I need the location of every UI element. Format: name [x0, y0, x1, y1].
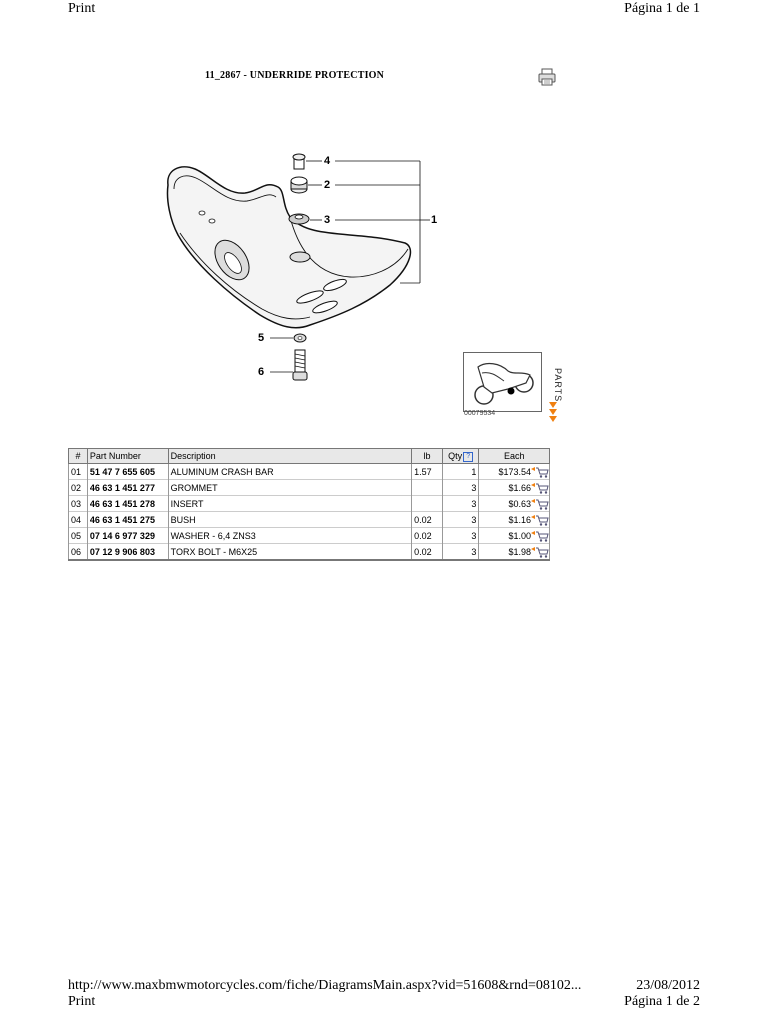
cart-icon[interactable] — [531, 482, 549, 494]
diagram-title: 11_2867 - UNDERRIDE PROTECTION — [205, 70, 385, 81]
row-each — [479, 528, 550, 544]
row-price: $1.00 — [508, 530, 531, 541]
row-price: $173.54 — [498, 466, 531, 477]
callout-5: 5 — [258, 332, 265, 344]
col-header-description: Description — [168, 449, 411, 464]
row-weight — [412, 480, 443, 496]
row-weight: 0.02 — [412, 512, 443, 528]
parts-table — [68, 448, 550, 561]
motorcycle-thumbnail[interactable] — [463, 352, 542, 412]
row-qty: 3 — [442, 544, 479, 561]
row-weight: 0.02 — [412, 544, 443, 561]
printer-icon[interactable] — [537, 67, 557, 87]
row-each — [479, 480, 550, 496]
row-weight: 1.57 — [412, 464, 443, 480]
table-row — [69, 480, 550, 496]
table-row — [69, 512, 550, 528]
row-qty: 3 — [442, 480, 479, 496]
row-num: 06 — [69, 544, 88, 561]
row-description: ALUMINUM CRASH BAR — [168, 464, 411, 480]
qty-label: Qty — [448, 451, 463, 461]
arrow-down-icon — [549, 409, 557, 415]
row-each — [479, 496, 550, 512]
row-each — [479, 544, 550, 561]
cart-icon[interactable] — [531, 514, 549, 526]
callout-3: 3 — [324, 214, 331, 226]
row-num: 03 — [69, 496, 88, 512]
callout-6: 6 — [258, 366, 265, 378]
footer-page-number: Página 1 de 2 — [624, 994, 700, 1009]
row-weight — [412, 496, 443, 512]
table-row — [69, 528, 550, 544]
parts-diagram — [150, 145, 450, 390]
col-header-qty — [442, 449, 479, 464]
col-header-lb: lb — [412, 449, 443, 464]
row-weight: 0.02 — [412, 528, 443, 544]
row-description: BUSH — [168, 512, 411, 528]
arrow-down-icon — [549, 416, 557, 422]
footer-url: http://www.maxbmwmotorcycles.com/fiche/DiagramsMain.aspx?vid=51608&rnd=08102... — [68, 978, 582, 993]
cart-icon[interactable] — [531, 498, 549, 510]
motorcycle-icon — [464, 353, 541, 411]
header-print-label: Print — [68, 1, 96, 16]
col-header-part-number: Part Number — [87, 449, 168, 464]
col-header-each: Each — [479, 449, 550, 464]
table-header-row — [69, 449, 550, 464]
callout-1: 1 — [431, 214, 438, 226]
row-price: $1.16 — [508, 514, 531, 525]
row-each — [479, 512, 550, 528]
row-qty: 3 — [442, 512, 479, 528]
row-num: 01 — [69, 464, 88, 480]
cart-icon[interactable] — [531, 530, 549, 542]
row-part-number[interactable]: 07 14 6 977 329 — [87, 528, 168, 544]
arrow-down-icon — [549, 402, 557, 408]
row-part-number[interactable]: 46 63 1 451 275 — [87, 512, 168, 528]
underride-protection-drawing — [150, 145, 450, 390]
header-page-number: Página 1 de 1 — [624, 1, 700, 16]
row-price: $1.98 — [508, 546, 531, 557]
row-price: $0.63 — [508, 498, 531, 509]
row-part-number[interactable]: 07 12 9 906 803 — [87, 544, 168, 561]
callout-4: 4 — [324, 155, 331, 167]
row-each — [479, 464, 550, 480]
row-description: GROMMET — [168, 480, 411, 496]
row-qty: 3 — [442, 496, 479, 512]
row-part-number[interactable]: 46 63 1 451 278 — [87, 496, 168, 512]
row-description: WASHER - 6,4 ZNS3 — [168, 528, 411, 544]
footer-date: 23/08/2012 — [636, 978, 700, 993]
table-row — [69, 496, 550, 512]
thumbnail-id: 00079534 — [464, 410, 496, 417]
footer-print-label: Print — [68, 994, 96, 1009]
row-num: 05 — [69, 528, 88, 544]
row-part-number[interactable]: 46 63 1 451 277 — [87, 480, 168, 496]
cart-icon[interactable] — [531, 466, 549, 478]
row-qty: 3 — [442, 528, 479, 544]
row-part-number[interactable]: 51 47 7 655 605 — [87, 464, 168, 480]
row-qty: 1 — [442, 464, 479, 480]
parts-tab-label: PARTS — [553, 368, 563, 403]
help-icon[interactable]: ? — [463, 452, 473, 462]
row-num: 04 — [69, 512, 88, 528]
row-price: $1.66 — [508, 482, 531, 493]
callout-2: 2 — [324, 179, 331, 191]
parts-arrows — [546, 401, 557, 422]
row-description: TORX BOLT - M6X25 — [168, 544, 411, 561]
table-row — [69, 544, 550, 561]
table-row — [69, 464, 550, 480]
col-header-num: # — [69, 449, 88, 464]
row-description: INSERT — [168, 496, 411, 512]
row-num: 02 — [69, 480, 88, 496]
cart-icon[interactable] — [531, 546, 549, 558]
